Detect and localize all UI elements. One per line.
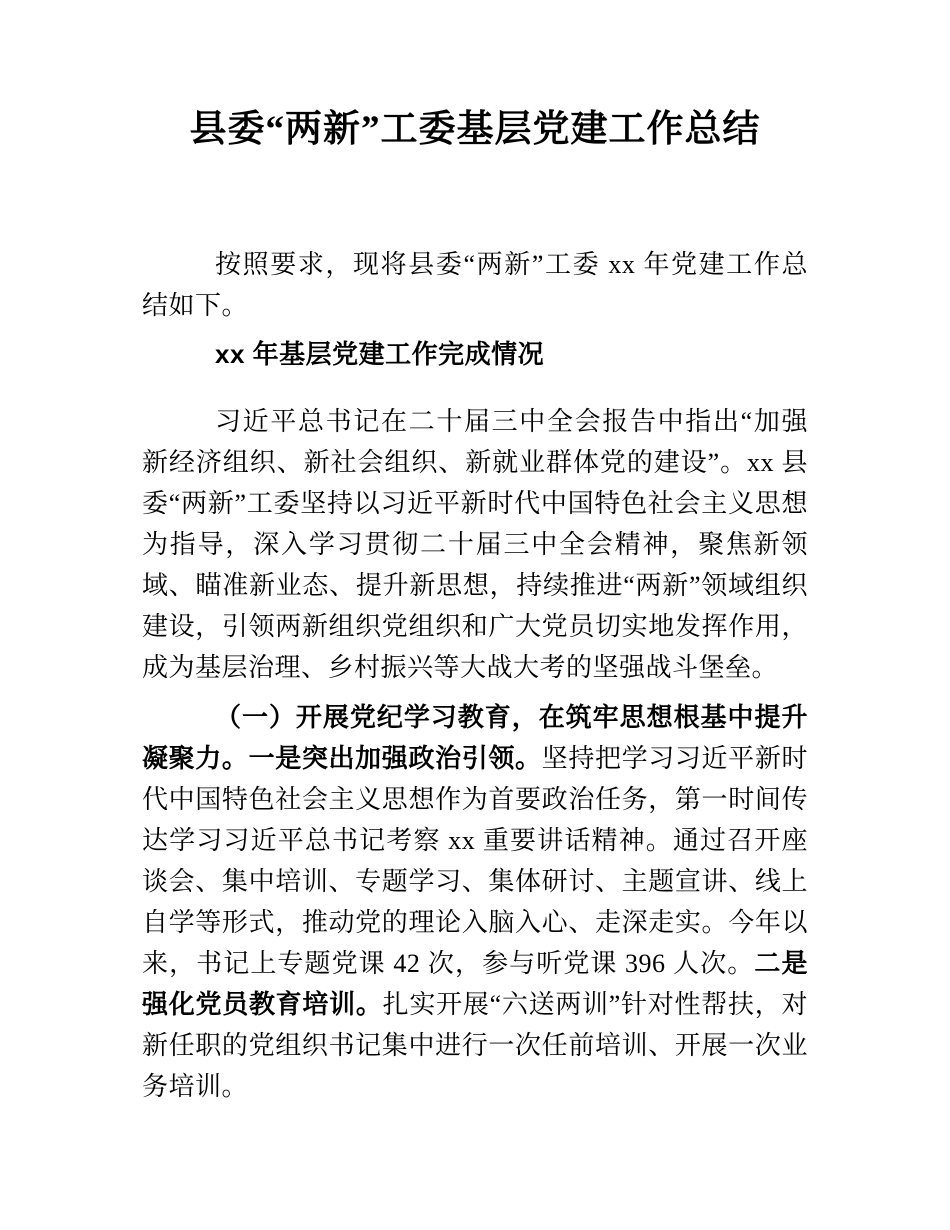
text-run: 扎实开展“六送两训”针对性帮扶，对新任职的党组织书记集中进行一次任前培训、开展一次业务培训。 — [142, 990, 808, 1101]
text-run: 按照要求，现将县委“两新”工委 xx 年党建工作总结如下。 — [142, 250, 808, 320]
text-run: 习近平总书记在二十届三中全会报告中指出“加强新经济组织、新社会组织、新就业群体党的建设”。xx 县委“两新”工委坚持以习近平新时代中国特色社会主义思想为指导，深入学习贯彻二十届三中全会精神，聚焦新领域、瞄准新业态、提升新思想，持续推进“两新”领域组织建设，引领两新组织党组织和广大党员切实地发挥作用，成为基层治理、乡村振兴等大战大考的坚强战斗堡垒。 — [142, 407, 808, 682]
paragraph — [142, 244, 808, 326]
bold-text-run: 二是强化党员教育培训。 — [142, 948, 808, 1019]
paragraph — [142, 697, 808, 1107]
bold-text-run: （一）开展党纪学习教育，在筑牢思想根基中提升凝聚力。一是突出加强政治引领。 — [142, 702, 808, 773]
text-run: 坚持把学习习近平新时代中国特色社会主义思想作为首要政治任务，第一时间传达学习习近平总书记考察 xx 重要讲话精神。通过召开座谈会、集中培训、专题学习、集体研讨、主题宣讲、线上自学等形式，推动党的理论入脑入心、走深走实。今年以来，书记上专题党课 42 次，参与听党课 396 人次。 — [142, 744, 808, 978]
section-heading — [142, 334, 808, 375]
document-title: 县委“两新”工委基层党建工作总结 — [189, 109, 761, 150]
paragraph — [142, 401, 808, 688]
bold-text-run: xx 年基层党建工作完成情况 — [215, 339, 545, 369]
document-body — [142, 244, 808, 1107]
